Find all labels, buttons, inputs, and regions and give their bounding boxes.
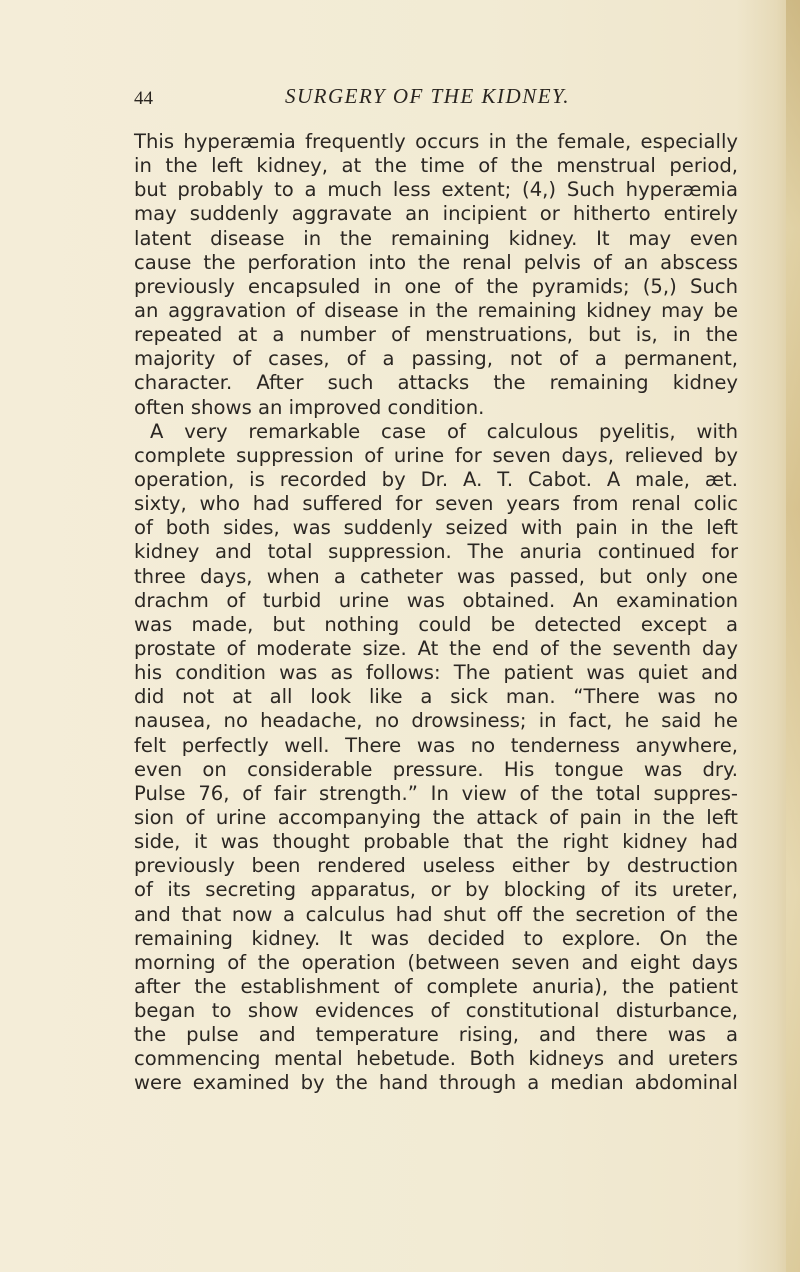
text-line: may suddenly aggravate an incipient or hitherto entirely (134, 202, 738, 226)
text-line: often shows an improved condition. (134, 395, 485, 419)
text-line: began to show evidences of constitutional disturbance, (134, 999, 738, 1023)
text-line: previously encapsuled in one of the pyramids; (5,) Such (134, 274, 738, 298)
text-line: even on considerable pressure. His tongue was dry. (134, 757, 738, 781)
text-line: the pulse and temperature rising, and there was a (134, 1023, 738, 1047)
text-line: in the left kidney, at the time of the menstrual period, (134, 154, 738, 178)
text-line: but probably to a much less extent; (4,) Such hyperæmia (134, 178, 738, 202)
text-line: of its secreting apparatus, or by blocking of its ureter, (134, 878, 738, 902)
text-line: sixty, who had suffered for seven years from renal colic (134, 492, 738, 516)
page-edge-stain (786, 0, 800, 1272)
body-text (134, 130, 738, 1096)
text-line: were examined by the hand through a median abdominal (134, 1071, 738, 1095)
text-line: repeated at a number of menstruations, but is, in the (134, 323, 738, 347)
text-line: commencing mental hebetude. Both kidneys and ureters (134, 1047, 738, 1071)
text-line: previously been rendered useless either by destruction (134, 854, 738, 878)
text-line: majority of cases, of a passing, not of a permanent, (134, 347, 738, 371)
text-line: sion of urine accompanying the attack of pain in the left (134, 805, 738, 829)
text-line: did not at all look like a sick man. “There was no (134, 685, 738, 709)
text-line: his condition was as follows: The patient was quiet and (134, 661, 738, 685)
text-line: morning of the operation (between seven and eight days (134, 950, 738, 974)
text-line: prostate of moderate size. At the end of the seventh day (134, 636, 738, 660)
text-line: kidney and total suppression. The anuria continued for (134, 540, 738, 564)
text-line: operation, is recorded by Dr. A. T. Cabot. A male, æt. (134, 467, 738, 491)
text-line: nausea, no headache, no drowsiness; in fact, he said he (134, 709, 738, 733)
running-title: SURGERY OF THE KIDNEY. (285, 84, 571, 108)
text-line: drachm of turbid urine was obtained. An examination (134, 588, 738, 612)
text-line: Pulse 76, of fair strength.” In view of the total suppres- (134, 781, 738, 805)
text-line: This hyperæmia frequently occurs in the female, especially (134, 130, 738, 153)
text-line: cause the perforation into the renal pelvis of an abscess (134, 250, 738, 274)
text-line: felt perfectly well. There was no tenderness anywhere, (134, 733, 738, 757)
page-number: 44 (134, 88, 153, 109)
text-line: latent disease in the remaining kidney. It may even (134, 226, 738, 250)
text-line: A very remarkable case of calculous pyelitis, with (150, 419, 738, 443)
text-line: side, it was thought probable that the right kidney had (134, 830, 738, 854)
text-line: remaining kidney. It was decided to explore. On the (134, 926, 738, 950)
text-line: character. After such attacks the remaining kidney (134, 371, 738, 395)
text-line: an aggravation of disease in the remaining kidney may be (134, 298, 738, 322)
text-line: complete suppression of urine for seven days, relieved by (134, 443, 738, 467)
running-head (0, 84, 800, 114)
text-line: of both sides, was suddenly seized with pain in the left (134, 516, 738, 540)
text-line: and that now a calculus had shut off the secretion of the (134, 902, 738, 926)
text-line: after the establishment of complete anuria), the patient (134, 974, 738, 998)
text-line: was made, but nothing could be detected except a (134, 612, 738, 636)
text-line: three days, when a catheter was passed, but only one (134, 564, 738, 588)
